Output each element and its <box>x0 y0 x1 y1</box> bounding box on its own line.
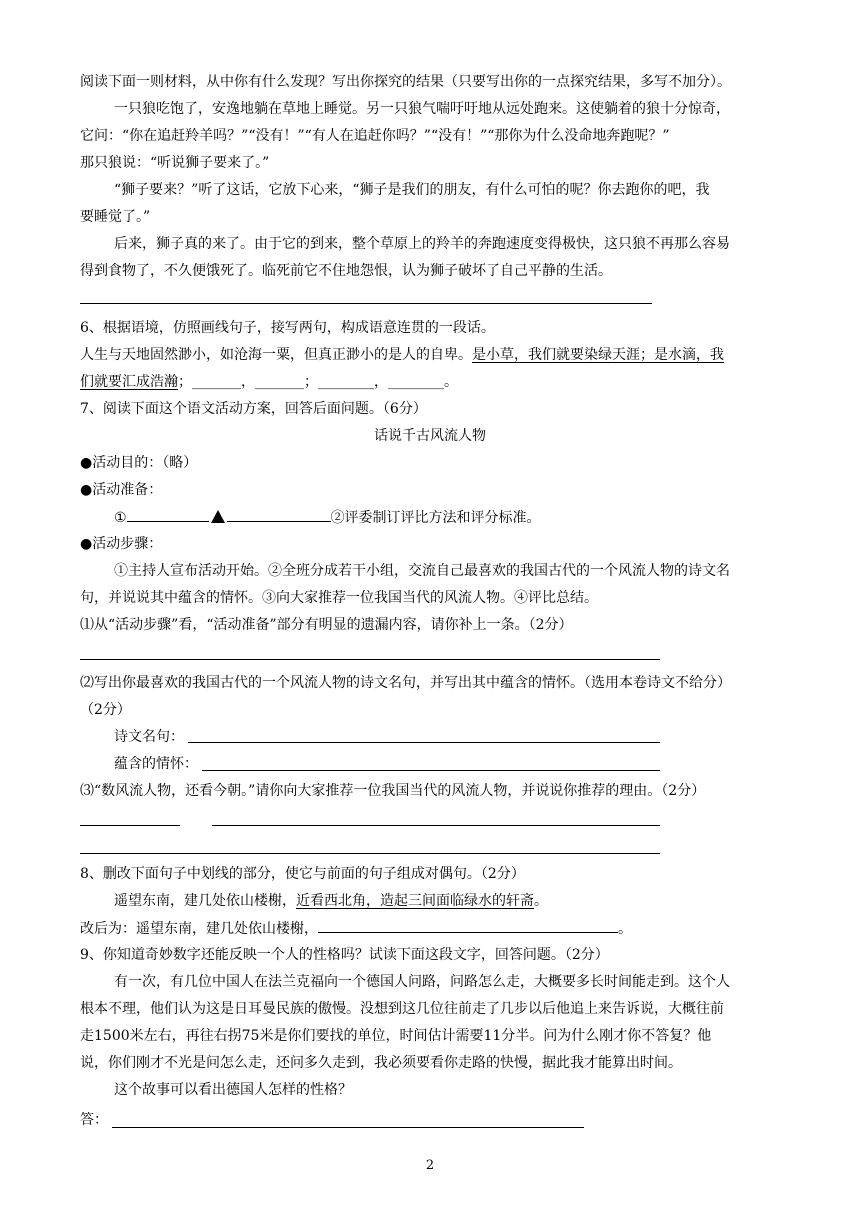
q7-prep-label: ●活动准备： <box>80 482 163 498</box>
q9-paragraph-d: 说，你们刚才不光是问怎么走，还问多久走到，我必须要看你走路的快慢，据此我才能算出时间。 <box>80 1055 682 1071</box>
q6-answer-blanks[interactable]: ；_______，_______；________，________。 <box>178 374 458 390</box>
q7-prep-item-2: ②评委制订评比方法和评分标准。 <box>330 510 541 526</box>
q7-sub1: ⑴从“活动步骤”看，“活动准备”部分有明显的遗漏内容，请你补上一条。（2分） <box>80 617 573 633</box>
q7-steps-label: ●活动步骤： <box>80 536 163 552</box>
story-paragraph-3a: 后来，狮子真的来了。由于它的到来，整个草原上的羚羊的奔跑速度变得极快，这只狼不再那么容易 <box>114 236 730 252</box>
q9-question: 这个故事可以看出德国人怎样的性格？ <box>114 1082 352 1098</box>
q7-prep-blank-right[interactable] <box>227 507 331 522</box>
answer-line-q7-1[interactable] <box>80 659 660 660</box>
q9-title: 9、你知道奇妙数字还能反映一个人的性格吗？试读下面这段文字，回答问题。（2分） <box>80 947 609 963</box>
q7-prep-item-1-num: ① <box>114 510 127 526</box>
q8-sentence-underlined: 近看西北角，造起三间面临绿水的轩斋 <box>296 893 534 909</box>
q9-paragraph-a: 有一次，有几位中国人在法兰克福向一个德国人问路，问路怎么走，大概要多长时间能走到。这个人 <box>114 974 730 990</box>
q6-line-1 <box>80 345 780 365</box>
q7-steps-b: 句，并说说其中蕴含的情怀。③向大家推荐一位我国当代的风流人物。④评比总结。 <box>80 590 598 606</box>
q8-revise <box>80 918 780 939</box>
q8-sentence-end: 。 <box>534 893 548 909</box>
triangle-icon <box>211 510 225 523</box>
q6-model-sentence-a: 是小草，我们就要染绿天涯；是水滴，我 <box>472 347 724 363</box>
q7-plan-title: 话说千古风流人物 <box>374 428 486 444</box>
answer-line-q7-3-reason[interactable] <box>212 825 660 826</box>
answer-line-reading[interactable] <box>80 303 652 304</box>
reading-prompt: 阅读下面一则材料，从中你有什么发现？写出你探究的结果（只要写出你的一点探究结果，多写不加分）。 <box>80 74 731 90</box>
q7-steps-a: ①主持人宣布活动开始。②全班分成若干小组，交流自己最喜欢的我国古代的一个风流人物的诗文名 <box>114 563 730 579</box>
answer-line-poem[interactable] <box>188 742 660 743</box>
story-paragraph-1b: 它问：“你在追赶羚羊吗？”“没有！”“有人在追赶你吗？”“没有！”“那你为什么没命地奔跑呢？” <box>80 128 670 144</box>
q6-line-2 <box>80 372 780 392</box>
q7-prep-items <box>114 507 780 528</box>
q8-revise-label: 改后为：遥望东南，建几处依山楼榭， <box>80 921 318 937</box>
q7-feeling-label: 蕴含的情怀： <box>114 756 198 772</box>
page-number: 2 <box>425 1158 435 1173</box>
story-paragraph-2a: “狮子要来？”听了这话，它放下心来，“狮子是我们的朋友，有什么可怕的呢？你去跑你的吧，我 <box>114 182 710 198</box>
q7-sub2-b: （2分） <box>80 702 131 718</box>
story-paragraph-3b: 得到食物了，不久便饿死了。临死前它不住地怨恨，认为狮子破坏了自己平静的生活。 <box>80 263 612 279</box>
q6-plain-text: 人生与天地固然渺小，如沧海一粟，但真正渺小的是人的自卑。 <box>80 347 472 363</box>
q8-sentence <box>114 891 780 911</box>
q7-sub3: ⑶“数风流人物，还看今朝。”请你向大家推荐一位我国当代的风流人物，并说说你推荐的理由。（2分） <box>80 783 706 799</box>
story-paragraph-1c: 那只狼说：“听说狮子要来了。” <box>80 155 270 171</box>
q8-revise-end: 。 <box>618 921 632 937</box>
answer-line-q7-3-extra[interactable] <box>80 853 660 854</box>
q8-sentence-plain: 遥望东南，建几处依山楼榭， <box>114 893 296 909</box>
q7-poem-label: 诗文名句： <box>114 729 184 745</box>
q7-prep-blank-left[interactable] <box>127 507 209 522</box>
story-paragraph-1a: 一只狼吃饱了，安逸地躺在草地上睡觉。另一只狼气喘吁吁地从远处跑来。这使躺着的狼十分惊奇， <box>114 101 730 117</box>
q8-revise-blank[interactable] <box>318 918 618 933</box>
q6-title: 6、根据语境，仿照画线句子，接写两句，构成语意连贯的一段话。 <box>80 320 495 336</box>
answer-line-feeling[interactable] <box>202 770 660 771</box>
q9-paragraph-c: 走1500米左右，再往右拐75米是你们要找的单位，时间估计需要11分半。问为什么刚才你不答复？他 <box>80 1028 712 1044</box>
q9-answer-label: 答： <box>80 1112 108 1128</box>
story-paragraph-2b: 要睡觉了。” <box>80 209 151 225</box>
q7-purpose: ●活动目的：（略） <box>80 455 198 471</box>
answer-line-q9[interactable] <box>112 1127 584 1128</box>
q6-model-sentence-b: 们就要汇成浩瀚 <box>80 374 178 390</box>
q9-paragraph-b: 根本不理，他们认为这是日耳曼民族的傲慢。没想到这几位往前走了几步以后他追上来告诉说，大概往前 <box>80 1001 724 1017</box>
q7-title: 7、阅读下面这个语文活动方案，回答后面问题。（6分） <box>80 401 427 417</box>
q8-title: 8、删改下面句子中划线的部分，使它与前面的句子组成对偶句。（2分） <box>80 866 525 882</box>
q7-sub2-a: ⑵写出你最喜欢的我国古代的一个风流人物的诗文名句，并写出其中蕴含的情怀。（选用本卷诗文不给分） <box>80 675 731 691</box>
answer-line-q7-3-name[interactable] <box>80 825 180 826</box>
